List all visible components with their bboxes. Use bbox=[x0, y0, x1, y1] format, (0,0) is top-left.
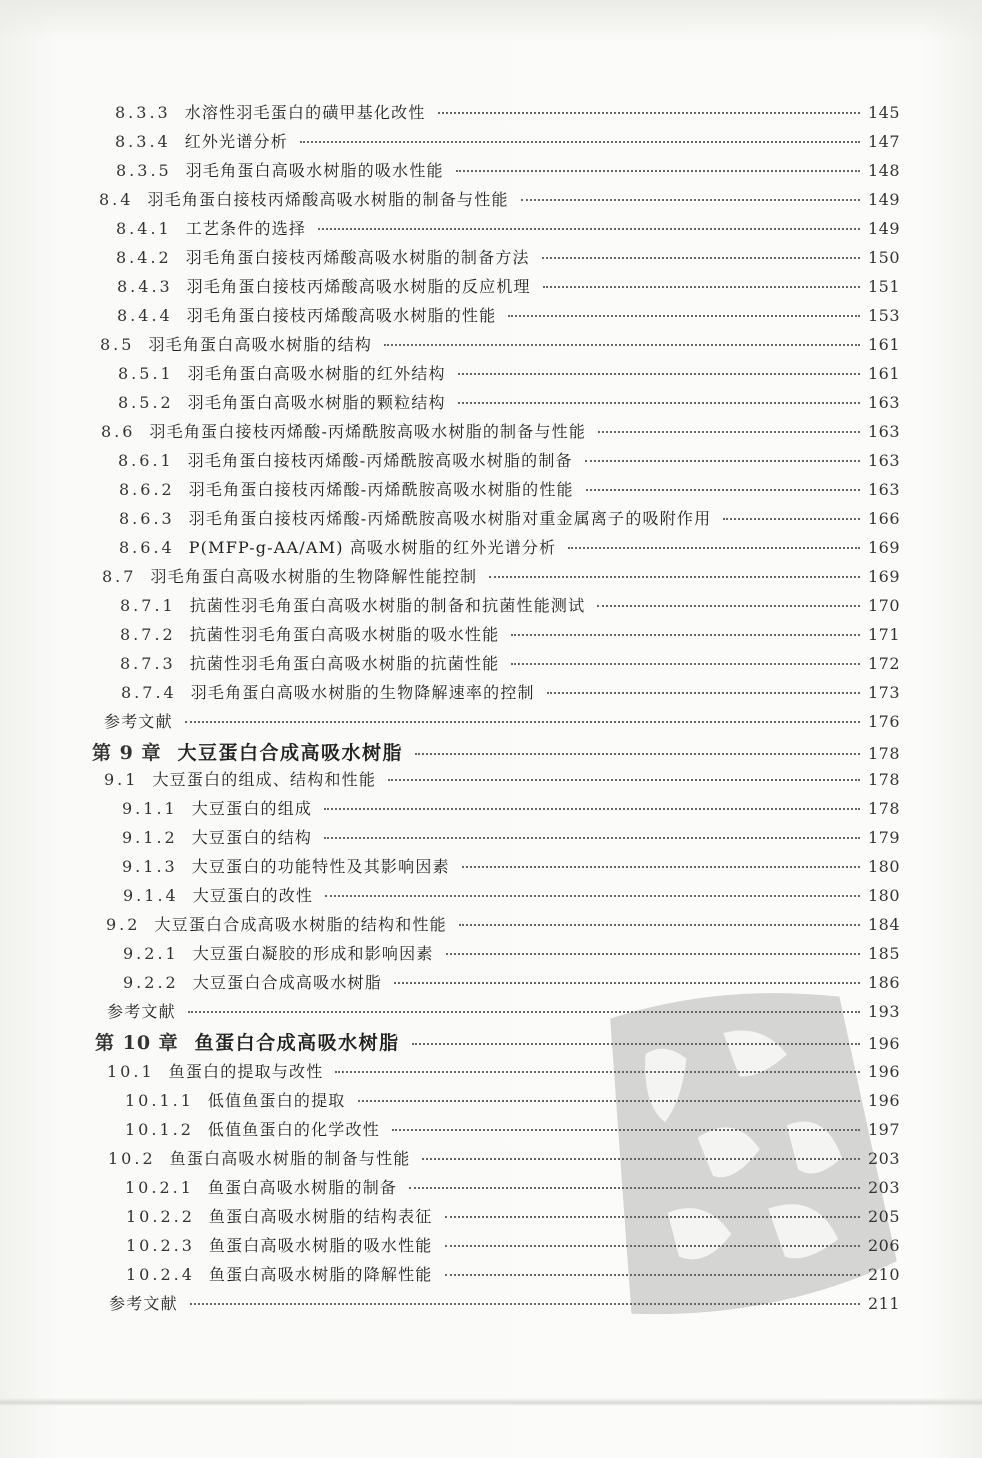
toc-dot-leader bbox=[318, 227, 860, 230]
toc-entry-title: 鱼蛋白高吸水树脂的结构表征 bbox=[208, 1207, 433, 1226]
toc-entry-title: 大豆蛋白的组成、结构和性能 bbox=[152, 770, 377, 789]
toc-dot-leader bbox=[188, 1010, 860, 1013]
toc-page-number: 197 bbox=[867, 1120, 900, 1139]
toc-page-number: 153 bbox=[867, 306, 900, 325]
toc-entry-number: 9.1.2 bbox=[122, 828, 178, 847]
toc-entry-title: 参考文献 bbox=[104, 712, 173, 731]
toc-entry-number: 9.1.4 bbox=[123, 886, 179, 905]
toc-page-number: 161 bbox=[867, 335, 900, 354]
toc-entry-row[interactable] bbox=[115, 129, 900, 157]
toc-page-number: 163 bbox=[867, 422, 900, 441]
toc-entry-number: 8.3.3 bbox=[115, 103, 171, 122]
toc-page-number: 203 bbox=[867, 1178, 900, 1197]
toc-page-number: 178 bbox=[867, 770, 900, 789]
toc-entry-row[interactable] bbox=[118, 390, 900, 418]
toc-entry-number: 第 9 章 bbox=[92, 742, 162, 764]
toc-entry-title: 鱼蛋白的提取与改性 bbox=[168, 1062, 324, 1081]
toc-page-number: 149 bbox=[867, 190, 900, 209]
toc-entry-row[interactable] bbox=[118, 448, 900, 476]
toc-entry-number: 10.1.1 bbox=[125, 1091, 194, 1110]
toc-entry-number: 8.3.4 bbox=[115, 132, 171, 151]
toc-entry-row[interactable] bbox=[101, 419, 900, 447]
toc-dot-leader bbox=[409, 1186, 860, 1189]
toc-entry-row[interactable] bbox=[104, 767, 900, 795]
toc-dot-leader bbox=[445, 1273, 861, 1276]
toc-page-number: 203 bbox=[867, 1149, 900, 1168]
toc-entry-title: 大豆蛋白的结构 bbox=[191, 828, 313, 847]
toc-entry-title: 羽毛角蛋白接枝丙烯酸高吸水树脂的性能 bbox=[186, 306, 497, 325]
toc-page-number: 193 bbox=[867, 1002, 900, 1021]
toc-dot-leader bbox=[324, 836, 860, 839]
toc-page-number: 148 bbox=[867, 161, 900, 180]
toc-entry-number: 10.2 bbox=[108, 1149, 156, 1168]
toc-entry-number: 10.1.2 bbox=[125, 1120, 194, 1139]
toc-entry-row[interactable] bbox=[116, 216, 900, 244]
toc-entry-row[interactable] bbox=[117, 303, 900, 331]
toc-entry-number: 8.4.4 bbox=[117, 306, 173, 325]
toc-entry-row[interactable] bbox=[119, 506, 900, 534]
toc-entry-title: 羽毛角蛋白高吸水树脂的结构 bbox=[148, 335, 373, 354]
toc-entry-title: 羽毛角蛋白接枝丙烯酸-丙烯酰胺高吸水树脂对重金属离子的吸附作用 bbox=[188, 509, 712, 528]
toc-entry-row[interactable] bbox=[126, 1262, 900, 1290]
toc-page-number: 169 bbox=[867, 538, 900, 557]
toc-entry-number: 8.3.5 bbox=[116, 161, 172, 180]
toc-entry-number: 9.2.2 bbox=[123, 973, 179, 992]
toc-entry-number: 8.7.4 bbox=[121, 683, 177, 702]
toc-entry-title: 羽毛角蛋白接枝丙烯酸高吸水树脂的反应机理 bbox=[186, 277, 531, 296]
toc-dot-leader bbox=[547, 691, 860, 694]
toc-dot-leader bbox=[456, 169, 860, 172]
toc-page-number: 179 bbox=[867, 828, 900, 847]
toc-entry-title: 羽毛角蛋白高吸水树脂的吸水性能 bbox=[185, 161, 444, 180]
toc-page-number: 173 bbox=[867, 683, 900, 702]
toc-dot-leader bbox=[392, 1128, 860, 1131]
toc-entry-title: 鱼蛋白合成高吸水树脂 bbox=[194, 1032, 400, 1054]
toc-entry-number: 8.5.2 bbox=[118, 393, 174, 412]
toc-entry-title: 羽毛角蛋白高吸水树脂的生物降解性能控制 bbox=[150, 567, 478, 586]
toc-entry-title: 大豆蛋白合成高吸水树脂 bbox=[192, 973, 382, 992]
toc-page-number: 163 bbox=[867, 480, 900, 499]
toc-entry-title: 工艺条件的选择 bbox=[185, 219, 307, 238]
toc-dot-leader bbox=[300, 140, 860, 143]
toc-entry-title: 大豆蛋白合成高吸水树脂的结构和性能 bbox=[154, 915, 447, 934]
toc-dot-leader bbox=[585, 459, 860, 462]
toc-entry-title: 羽毛角蛋白接枝丙烯酸-丙烯酰胺高吸水树脂的制备与性能 bbox=[149, 422, 587, 441]
toc-chapter-row[interactable] bbox=[95, 1028, 900, 1056]
toc-page-number: 205 bbox=[867, 1207, 900, 1226]
toc-entry-row[interactable] bbox=[121, 680, 900, 708]
toc-entry-title: 抗菌性羽毛角蛋白高吸水树脂的吸水性能 bbox=[189, 625, 500, 644]
toc-page-number: 180 bbox=[867, 886, 900, 905]
toc-dot-leader bbox=[598, 430, 860, 433]
toc-entry-number: 8.4 bbox=[99, 190, 134, 209]
toc-entry-row[interactable] bbox=[118, 361, 900, 389]
toc-entry-title: 羽毛角蛋白接枝丙烯酸高吸水树脂的制备方法 bbox=[185, 248, 530, 267]
toc-page-number: 169 bbox=[867, 567, 900, 586]
toc-entry-row[interactable] bbox=[122, 825, 900, 853]
toc-entry-title: 鱼蛋白高吸水树脂的制备 bbox=[207, 1178, 398, 1197]
toc-chapter-row[interactable] bbox=[92, 738, 900, 766]
toc-entry-number: 第 10 章 bbox=[95, 1032, 179, 1054]
toc-entry-number: 9.1.1 bbox=[122, 799, 178, 818]
toc-entry-title: 大豆蛋白合成高吸水树脂 bbox=[177, 742, 403, 764]
toc-page-number: 172 bbox=[867, 654, 900, 673]
toc-page-number: 178 bbox=[867, 744, 900, 763]
toc-entry-title: 低值鱼蛋白的化学改性 bbox=[207, 1120, 380, 1139]
toc-dot-leader bbox=[568, 546, 860, 549]
toc-entry-number: 9.1 bbox=[104, 770, 139, 789]
toc-entry-number: 8.6 bbox=[101, 422, 136, 441]
toc-dot-leader bbox=[325, 894, 860, 897]
toc-entry-title: 大豆蛋白的改性 bbox=[192, 886, 314, 905]
toc-page-number: 166 bbox=[867, 509, 900, 528]
toc-page-number: 145 bbox=[867, 103, 900, 122]
toc-entry-number: 8.4.2 bbox=[116, 248, 172, 267]
toc-dot-leader bbox=[723, 517, 860, 520]
scan-shadow-top bbox=[0, 0, 982, 40]
toc-page-number: 210 bbox=[867, 1265, 900, 1284]
toc-dot-leader bbox=[415, 752, 860, 755]
toc-entry-number: 8.7.1 bbox=[120, 596, 176, 615]
toc-entry-row[interactable] bbox=[107, 1059, 900, 1087]
toc-page-number: 171 bbox=[867, 625, 900, 644]
toc-page-number: 161 bbox=[867, 364, 900, 383]
toc-entry-row[interactable] bbox=[119, 477, 900, 505]
toc-page-number: 180 bbox=[867, 857, 900, 876]
toc-entry-row[interactable] bbox=[108, 1146, 900, 1174]
toc-dot-leader bbox=[508, 314, 860, 317]
toc-dot-leader bbox=[358, 1099, 861, 1102]
toc-entry-title: 鱼蛋白高吸水树脂的制备与性能 bbox=[169, 1149, 411, 1168]
toc-page-number: 176 bbox=[867, 712, 900, 731]
toc-page-number: 170 bbox=[867, 596, 900, 615]
toc-dot-leader bbox=[543, 285, 860, 288]
scan-shadow-bottom bbox=[0, 1398, 982, 1406]
toc-dot-leader bbox=[388, 778, 860, 781]
toc-entry-row[interactable] bbox=[122, 854, 900, 882]
toc-entry-title: 羽毛角蛋白接枝丙烯酸-丙烯酰胺高吸水树脂的制备 bbox=[187, 451, 573, 470]
toc-entry-title: 参考文献 bbox=[109, 1294, 178, 1313]
toc-page-number: 178 bbox=[867, 799, 900, 818]
toc-entry-title: 羽毛角蛋白高吸水树脂的红外结构 bbox=[187, 364, 446, 383]
toc-entry-number: 8.6.4 bbox=[119, 538, 175, 557]
toc-dot-leader bbox=[412, 1042, 860, 1045]
toc-entry-row[interactable] bbox=[107, 999, 900, 1027]
toc-entry-number: 8.5.1 bbox=[118, 364, 174, 383]
toc-entry-row[interactable] bbox=[117, 274, 900, 302]
toc-entry-title: 羽毛角蛋白接枝丙烯酸-丙烯酰胺高吸水树脂的性能 bbox=[188, 480, 574, 499]
toc-page-number: 151 bbox=[867, 277, 900, 296]
toc-entry-title: 鱼蛋白高吸水树脂的降解性能 bbox=[208, 1265, 433, 1284]
toc-page-number: 184 bbox=[867, 915, 900, 934]
toc-entry-row[interactable] bbox=[123, 883, 900, 911]
toc-entry-title: 鱼蛋白高吸水树脂的吸水性能 bbox=[208, 1236, 433, 1255]
toc-entry-title: 参考文献 bbox=[107, 1002, 176, 1021]
toc-page-number: 185 bbox=[867, 944, 900, 963]
toc-entry-title: 水溶性羽毛蛋白的磺甲基化改性 bbox=[184, 103, 426, 122]
toc-entry-row[interactable] bbox=[123, 941, 900, 969]
toc-entry-number: 8.7 bbox=[102, 567, 137, 586]
toc-entry-title: 大豆蛋白凝胶的形成和影响因素 bbox=[192, 944, 434, 963]
toc-page-number: 150 bbox=[867, 248, 900, 267]
toc-page-number: 211 bbox=[867, 1294, 900, 1313]
toc-dot-leader bbox=[384, 343, 860, 346]
toc-entry-row[interactable] bbox=[120, 593, 900, 621]
toc-entry-number: 10.2.2 bbox=[126, 1207, 195, 1226]
toc-dot-leader bbox=[446, 952, 860, 955]
toc-page-number: 196 bbox=[867, 1091, 900, 1110]
toc-dot-leader bbox=[542, 256, 860, 259]
toc-entry-title: 大豆蛋白的组成 bbox=[191, 799, 313, 818]
toc-dot-leader bbox=[459, 923, 860, 926]
toc-entry-row[interactable] bbox=[99, 187, 900, 215]
toc-entry-number: 8.6.3 bbox=[119, 509, 175, 528]
toc-dot-leader bbox=[511, 633, 860, 636]
toc-entry-row[interactable] bbox=[106, 912, 900, 940]
toc-entry-row[interactable] bbox=[123, 970, 900, 998]
toc-entry-row[interactable] bbox=[102, 564, 900, 592]
toc-entry-title: 羽毛角蛋白高吸水树脂的颗粒结构 bbox=[187, 393, 446, 412]
toc-entry-row[interactable] bbox=[119, 535, 900, 563]
toc-dot-leader bbox=[458, 372, 860, 375]
toc-entry-row[interactable] bbox=[100, 332, 900, 360]
toc-entry-number: 8.6.1 bbox=[118, 451, 174, 470]
toc-dot-leader bbox=[586, 488, 860, 491]
toc-dot-leader bbox=[190, 1302, 860, 1305]
toc-entry-row[interactable] bbox=[120, 651, 900, 679]
toc-entry-number: 8.4.3 bbox=[117, 277, 173, 296]
toc-entry-number: 10.2.1 bbox=[125, 1178, 194, 1197]
toc-dot-leader bbox=[324, 807, 860, 810]
toc-page-number: 186 bbox=[867, 973, 900, 992]
toc-dot-leader bbox=[445, 1215, 861, 1218]
toc-page-number: 196 bbox=[867, 1034, 900, 1053]
toc-entry-title: 红外光谱分析 bbox=[184, 132, 288, 151]
toc-dot-leader bbox=[597, 604, 860, 607]
toc-entry-number: 9.1.3 bbox=[122, 857, 178, 876]
toc-entry-row[interactable] bbox=[116, 245, 900, 273]
toc-entry-number: 9.2.1 bbox=[123, 944, 179, 963]
toc-dot-leader bbox=[521, 198, 860, 201]
toc-entry-number: 10.2.3 bbox=[126, 1236, 195, 1255]
toc-entry-title: 低值鱼蛋白的提取 bbox=[207, 1091, 346, 1110]
toc-entry-title: 大豆蛋白的功能特性及其影响因素 bbox=[191, 857, 450, 876]
toc-dot-leader bbox=[511, 662, 860, 665]
toc-entry-number: 10.2.4 bbox=[126, 1265, 195, 1284]
toc-dot-leader bbox=[185, 720, 860, 723]
toc-entry-row[interactable] bbox=[122, 796, 900, 824]
toc-entry-row[interactable] bbox=[109, 1291, 900, 1319]
toc-dot-leader bbox=[438, 111, 860, 114]
toc-dot-leader bbox=[458, 401, 860, 404]
toc-page-number: 163 bbox=[867, 393, 900, 412]
toc-entry-number: 9.2 bbox=[106, 915, 141, 934]
toc-dot-leader bbox=[394, 981, 860, 984]
toc-entry-row[interactable] bbox=[104, 709, 900, 737]
toc-entry-number: 8.6.2 bbox=[119, 480, 175, 499]
toc-page-number: 147 bbox=[867, 132, 900, 151]
toc-entry-number: 8.7.2 bbox=[120, 625, 176, 644]
toc-entry-row[interactable] bbox=[126, 1233, 900, 1261]
toc-entry-row[interactable] bbox=[116, 158, 900, 186]
toc-entry-row[interactable] bbox=[125, 1175, 900, 1203]
toc-page-number: 149 bbox=[867, 219, 900, 238]
toc-dot-leader bbox=[335, 1070, 860, 1073]
toc-entry-number: 8.7.3 bbox=[120, 654, 176, 673]
toc-entry-row[interactable] bbox=[126, 1204, 900, 1232]
toc-page-number: 196 bbox=[867, 1062, 900, 1081]
toc-entry-row[interactable] bbox=[120, 622, 900, 650]
toc-dot-leader bbox=[422, 1157, 860, 1160]
toc-dot-leader bbox=[462, 865, 860, 868]
toc-entry-title: 羽毛角蛋白接枝丙烯酸高吸水树脂的制备与性能 bbox=[147, 190, 509, 209]
toc-entry-row[interactable] bbox=[125, 1117, 900, 1145]
toc-entry-row[interactable] bbox=[115, 100, 900, 128]
toc-entry-title: 羽毛角蛋白高吸水树脂的生物降解速率的控制 bbox=[190, 683, 535, 702]
toc-entry-row[interactable] bbox=[125, 1088, 900, 1116]
toc-entry-title: 抗菌性羽毛角蛋白高吸水树脂的抗菌性能 bbox=[189, 654, 500, 673]
toc-entry-title: P(MFP-g-AA/AM) 高吸水树脂的红外光谱分析 bbox=[188, 538, 557, 557]
toc-page-number: 206 bbox=[867, 1236, 900, 1255]
toc-page-number: 163 bbox=[867, 451, 900, 470]
toc-dot-leader bbox=[489, 575, 860, 578]
toc-entry-number: 10.1 bbox=[107, 1062, 155, 1081]
toc-entry-title: 抗菌性羽毛角蛋白高吸水树脂的制备和抗菌性能测试 bbox=[189, 596, 586, 615]
toc-entry-number: 8.4.1 bbox=[116, 219, 172, 238]
toc-entry-number: 8.5 bbox=[100, 335, 135, 354]
toc-dot-leader bbox=[445, 1244, 861, 1247]
